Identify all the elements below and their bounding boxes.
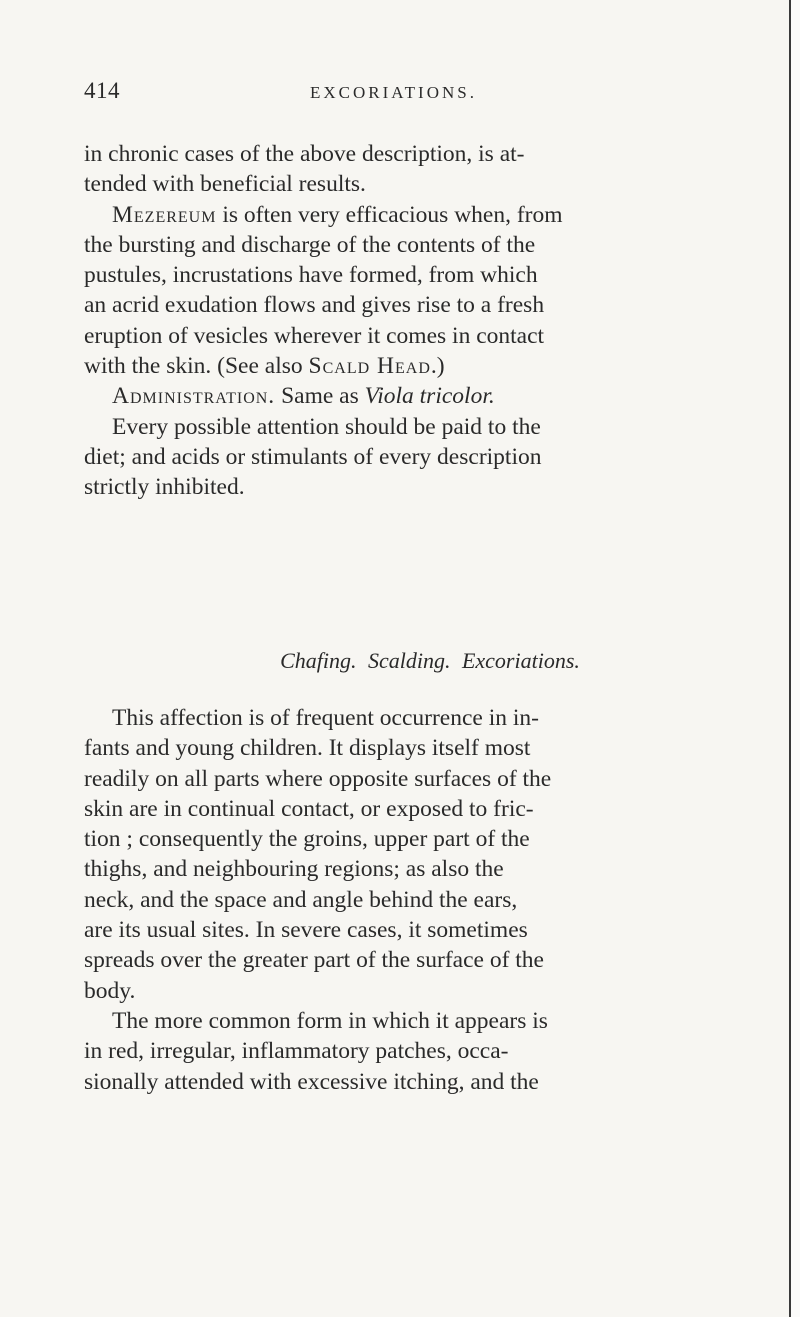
text-line: Every possible attention should be paid to the	[112, 413, 541, 440]
running-title: EXCORIATIONS.	[310, 83, 477, 102]
text-line: spreads over the greater part of the surface of the	[84, 947, 544, 974]
text-line: diet; and acids or stimulants of every description	[84, 443, 542, 470]
text-line: strictly inhibited.	[84, 474, 245, 501]
text-run: is often very efficacious when, from	[216, 201, 563, 228]
italic-reference: Viola tricolor.	[364, 383, 495, 410]
page-edge	[789, 0, 791, 1317]
text-line: are its usual sites. In severe cases, it sometimes	[84, 917, 528, 944]
text-line: tended with beneficial results.	[84, 171, 366, 198]
text-line: an acrid exudation flows and gives rise to a fresh	[84, 292, 545, 319]
text-line: pustules, incrustations have formed, from which	[84, 262, 538, 289]
text-line: readily on all parts where opposite surfaces of the	[84, 765, 552, 792]
text-line: tion ; consequently the groins, upper part of the	[84, 826, 530, 853]
text-run: with the skin. (See also	[84, 353, 309, 380]
text-line: body.	[84, 977, 136, 1004]
section-heading: Chafing. Scalding. Excoriations.	[280, 648, 580, 673]
text-run: Same as	[275, 383, 365, 410]
body-text-bottom	[84, 703, 756, 1097]
text-line: The more common form in which it appears is	[112, 1007, 548, 1034]
text-line: skin are in continual contact, or exposed to fric-	[84, 795, 534, 822]
text-run: .)	[430, 353, 445, 380]
page-number: 414	[84, 78, 120, 103]
body-text-top	[84, 139, 756, 503]
text-line: in red, irregular, inflammatory patches, occa-	[84, 1038, 509, 1065]
text-line: This affection is of frequent occurrence in in-	[112, 705, 539, 731]
text-line	[84, 200, 756, 230]
text-line: fants and young children. It displays itself most	[84, 735, 531, 762]
text-line: eruption of vesicles wherever it comes in contact	[84, 322, 545, 349]
text-line: in chronic cases of the above description, is at-	[84, 141, 525, 167]
term-administration: Administration.	[112, 383, 276, 410]
cross-reference: Scald Head	[308, 353, 431, 380]
text-line: sionally attended with excessive itching, and the	[84, 1068, 539, 1095]
running-head	[84, 78, 764, 108]
text-line	[84, 351, 756, 381]
page-edge-shadow	[791, 0, 800, 1317]
text-line: the bursting and discharge of the contents of the	[84, 231, 536, 258]
text-line: thighs, and neighbouring regions; as also the	[84, 856, 504, 883]
term-mezereum: Mezereum	[112, 201, 217, 228]
text-line	[84, 381, 756, 411]
text-line: neck, and the space and angle behind the ears,	[84, 886, 518, 913]
